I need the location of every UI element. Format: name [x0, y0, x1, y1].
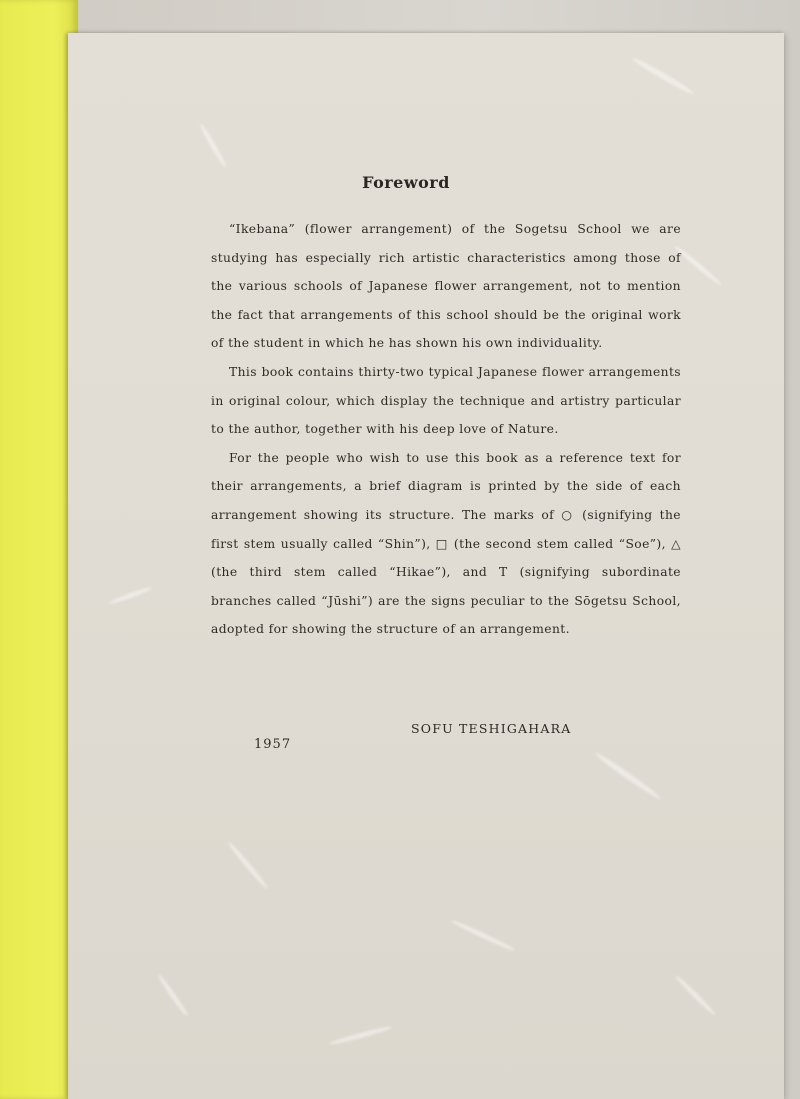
paper-fiber — [594, 751, 663, 802]
paper-fiber — [198, 123, 227, 169]
paper-fiber — [450, 918, 516, 952]
paragraph-2: This book contains thirty-two typical Japanese flower arrangements in original colour, which display the technique and artistry particular to the author, together with his deep love of Nature. — [211, 364, 681, 437]
paper-fiber — [157, 974, 190, 1018]
author-signature: SOFU TESHIGAHARA — [411, 721, 572, 736]
page-title: Foreword — [362, 173, 450, 192]
paper-fiber — [227, 841, 269, 890]
paper-fiber — [674, 974, 716, 1016]
paper-fiber — [109, 585, 153, 605]
book-cover-edge — [0, 0, 78, 1099]
paragraph-3: For the people who wish to use this book as a reference text for their arrangements, a brief diagram is printed by the side of each arrangement showing its structure. The marks of ○ (signifying the first stem usually called “Shin”), □ (the second stem called “Soe”), △ (the third stem called “Hikae”), and T (signifying subordinate branches called “Jūshi”) are the signs peculiar to the Sōgetsu School, adopted for showing the structure of an arrangement. — [211, 450, 681, 637]
paper-fiber — [631, 56, 695, 96]
foreword-body — [211, 215, 681, 644]
publication-year: 1957 — [254, 737, 292, 752]
book-page — [68, 33, 784, 1099]
paper-fiber — [328, 1025, 392, 1047]
paragraph-1: “Ikebana” (flower arrangement) of the Sogetsu School we are studying has especially rich artistic characteristics among those of the various schools of Japanese flower arrangement, not to mention the fact that arrangements of this school should be the original work of the student in which he has shown his own individuality. — [211, 222, 681, 351]
